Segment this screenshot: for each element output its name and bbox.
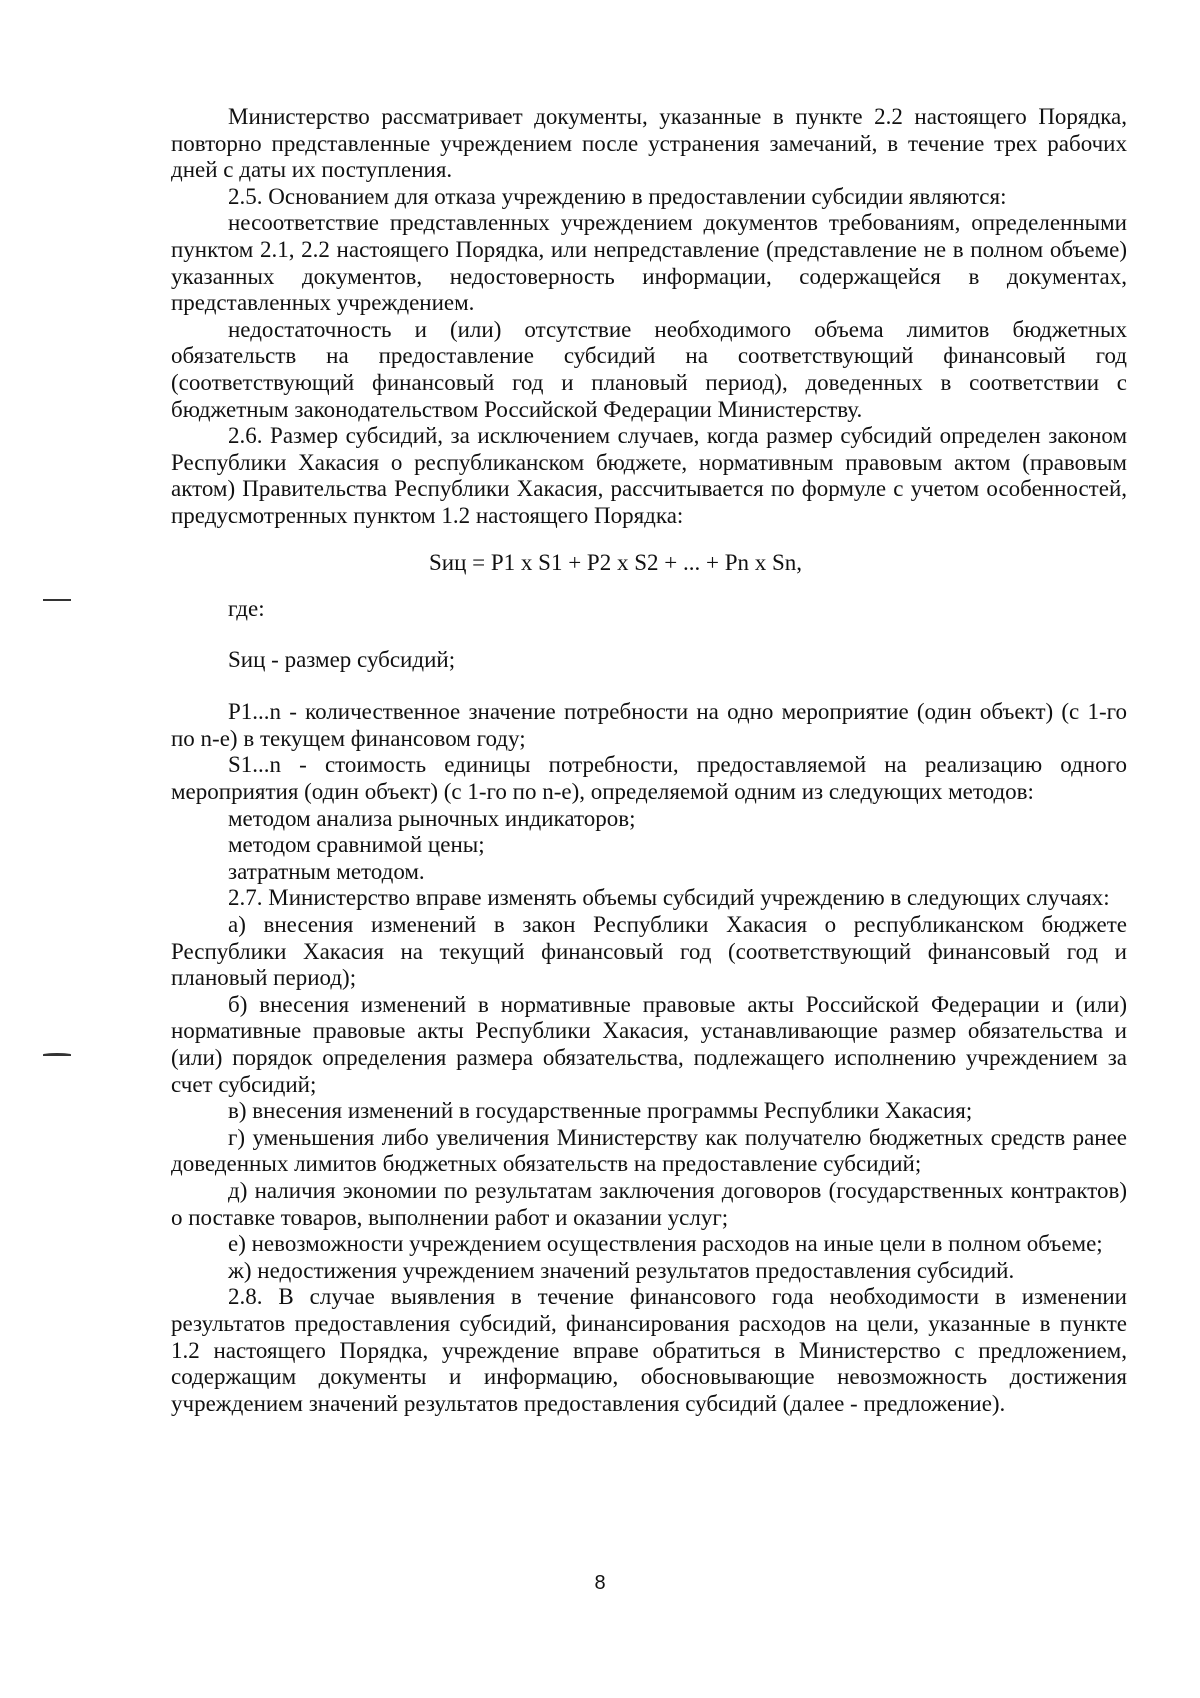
- definition: P1...n - количественное значение потребности на одно мероприятие (один объект) (с 1-го по n-е) в текущем финансовом году;: [171, 699, 1127, 751]
- list-item: затратным методом.: [228, 858, 425, 884]
- list-item: д) наличия экономии по результатам заключения договоров (государственных контрактов) о поставке товаров, выполнении работ и оказании услуг;: [171, 1177, 1127, 1230]
- page-number: 8: [594, 1572, 606, 1594]
- margin-mark: [43, 1053, 71, 1056]
- paragraph: 2.6. Размер субсидий, за исключением случаев, когда размер субсидий определен законом Республики Хакасия о республиканском бюджете, нормативным правовым актом (правовым актом) Правительства Республики Хакасия, рассчитывается по формуле с учетом особенностей, предусмотренных пунктом 1.2 настоящего Порядка:: [171, 423, 1127, 528]
- list-item: методом анализа рыночных индикаторов;: [228, 805, 636, 831]
- paragraph: 2.8. В случае выявления в течение финансового года необходимости в изменении результатов предоставления субсидий, финансирования расходов на цели, указанные в пункте 1.2 настоящего Порядка, учреждение вправе обратиться в Министерство с предложением, содержащим документы и информацию, обосновывающие невозможность достижения учреждением значений результатов предоставления субсидий (далее - предложение).: [171, 1284, 1127, 1416]
- list-item: б) внесения изменений в нормативные правовые акты Российской Федерации и (или) нормативные правовые акты Республики Хакасия, устанавливающие размер обязательства и (или) порядок определения размера обязательства, подлежащего исполнению учреждением за счет субсидий;: [171, 991, 1127, 1097]
- definition: S1...n - стоимость единицы потребности, предоставляемой на реализацию одного мероприятия (один объект) (с 1-го по n-е), определяемой одним из следующих методов:: [171, 752, 1127, 805]
- list-item: е) невозможности учреждением осуществления расходов на иные цели в полном объеме;: [228, 1231, 1103, 1257]
- list-item: а) внесения изменений в закон Республики Хакасия о республиканском бюджете Республики Хакасия на текущий финансовый год (соответствующий финансовый год и плановый период);: [171, 912, 1127, 991]
- paragraph: где:: [228, 596, 265, 622]
- paragraph: 2.5. Основанием для отказа учреждению в предоставлении субсидии являются:: [228, 183, 1007, 209]
- list-item: в) внесения изменений в государственные программы Республики Хакасия;: [228, 1098, 973, 1124]
- list-item: методом сравнимой цены;: [228, 832, 485, 858]
- paragraph: недостаточность и (или) отсутствие необходимого объема лимитов бюджетных обязательств на предоставление субсидий на соответствующий финансовый год (соответствующий финансовый год и плановый период), доведенных в соответствии с бюджетным законодательством Российской Федерации Министерству.: [171, 316, 1127, 422]
- formula: Sиц = P1 x S1 + P2 x S2 + ... + Pn x Sn,: [429, 549, 803, 575]
- list-item: г) уменьшения либо увеличения Министерству как получателю бюджетных средств ранее доведенных лимитов бюджетных обязательств на предоставление субсидий;: [171, 1124, 1127, 1177]
- list-item: ж) недостижения учреждением значений результатов предоставления субсидий.: [228, 1257, 1015, 1283]
- definition: Sиц - размер субсидий;: [228, 646, 456, 672]
- margin-mark: [43, 599, 71, 601]
- document-body: [171, 104, 1127, 1417]
- paragraph: 2.7. Министерство вправе изменять объемы субсидий учреждению в следующих случаях:: [228, 885, 1110, 911]
- paragraph: Министерство рассматривает документы, указанные в пункте 2.2 настоящего Порядка, повторно представленные учреждением после устранения замечаний, в течение трех рабочих дней с даты их поступления.: [171, 104, 1127, 183]
- paragraph: несоответствие представленных учреждением документов требованиям, определенными пунктом 2.1, 2.2 настоящего Порядка, или непредставление (представление не в полном объеме) указанных документов, недостоверность информации, содержащейся в документах, представленных учреждением.: [171, 210, 1127, 316]
